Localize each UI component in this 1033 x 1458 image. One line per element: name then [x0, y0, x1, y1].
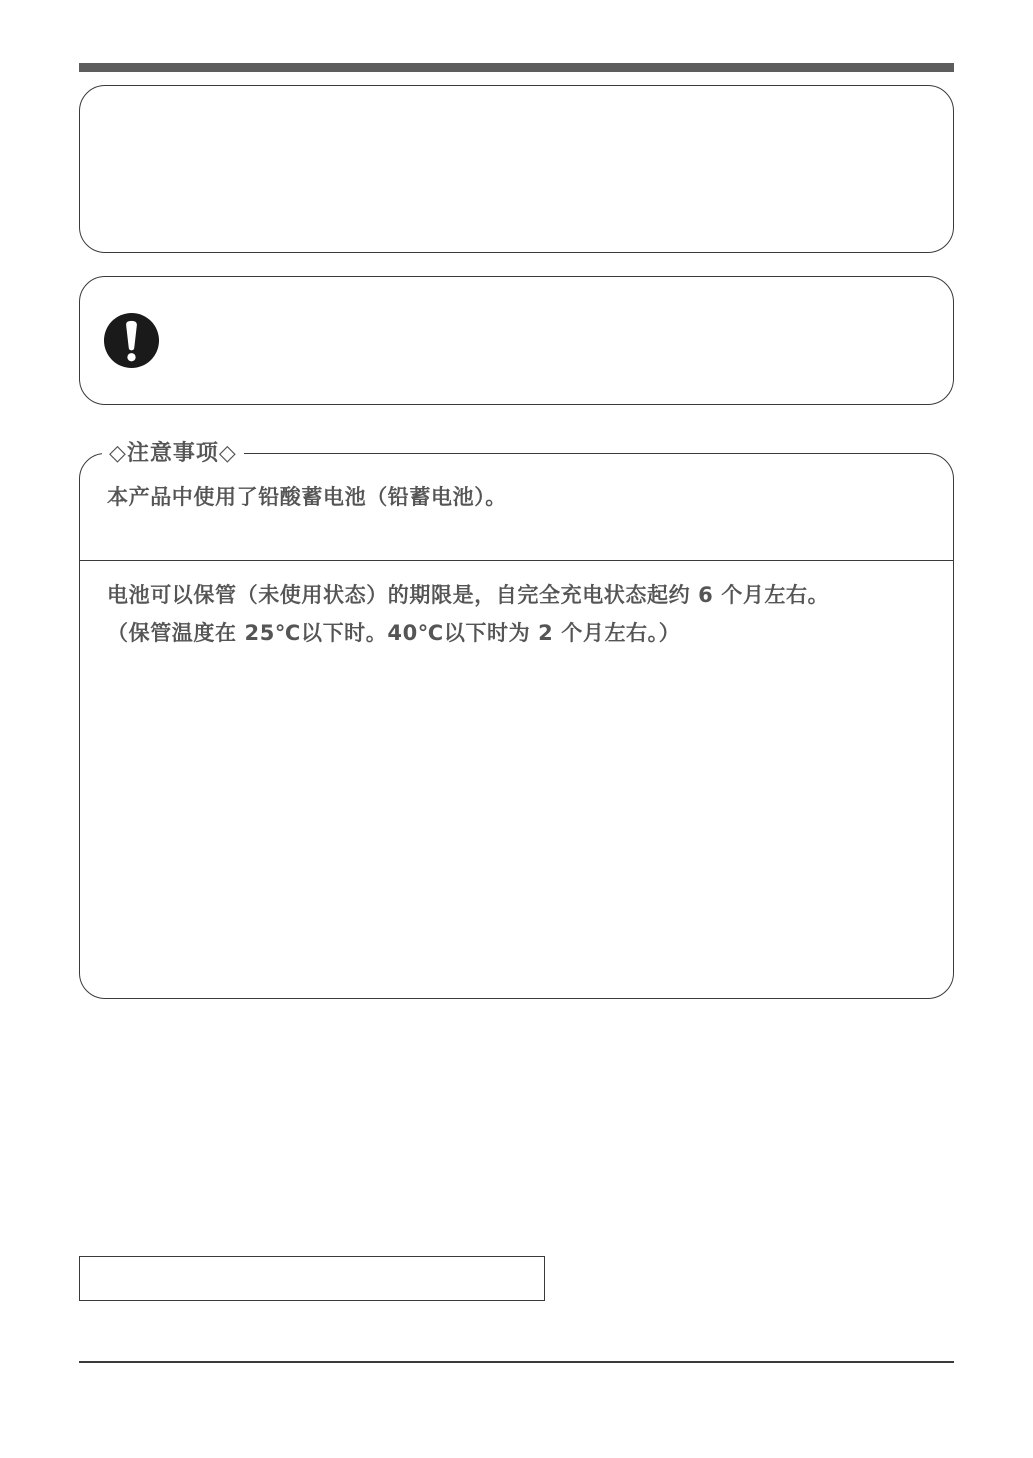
- footer-rule: [79, 1361, 954, 1363]
- header-rule: [79, 63, 954, 72]
- storage-temperature-note: （保管温度在 25℃以下时。40℃以下时为 2 个月左右。）: [107, 621, 681, 645]
- storage-period-note: 电池可以保管（未使用状态）的期限是，自完全充电状态起约 6 个月左右。: [107, 583, 830, 607]
- notes-divider: [80, 560, 953, 561]
- battery-type-note: 本产品中使用了铅酸蓄电池（铅蓄电池）。: [107, 485, 507, 509]
- notes-box: [79, 453, 954, 999]
- important-box: [79, 276, 954, 405]
- exclamation-circle-icon: [103, 312, 160, 369]
- info-box: [79, 85, 954, 253]
- notes-heading: ◇注意事项◇: [102, 436, 244, 472]
- blank-field-box: [79, 1256, 545, 1301]
